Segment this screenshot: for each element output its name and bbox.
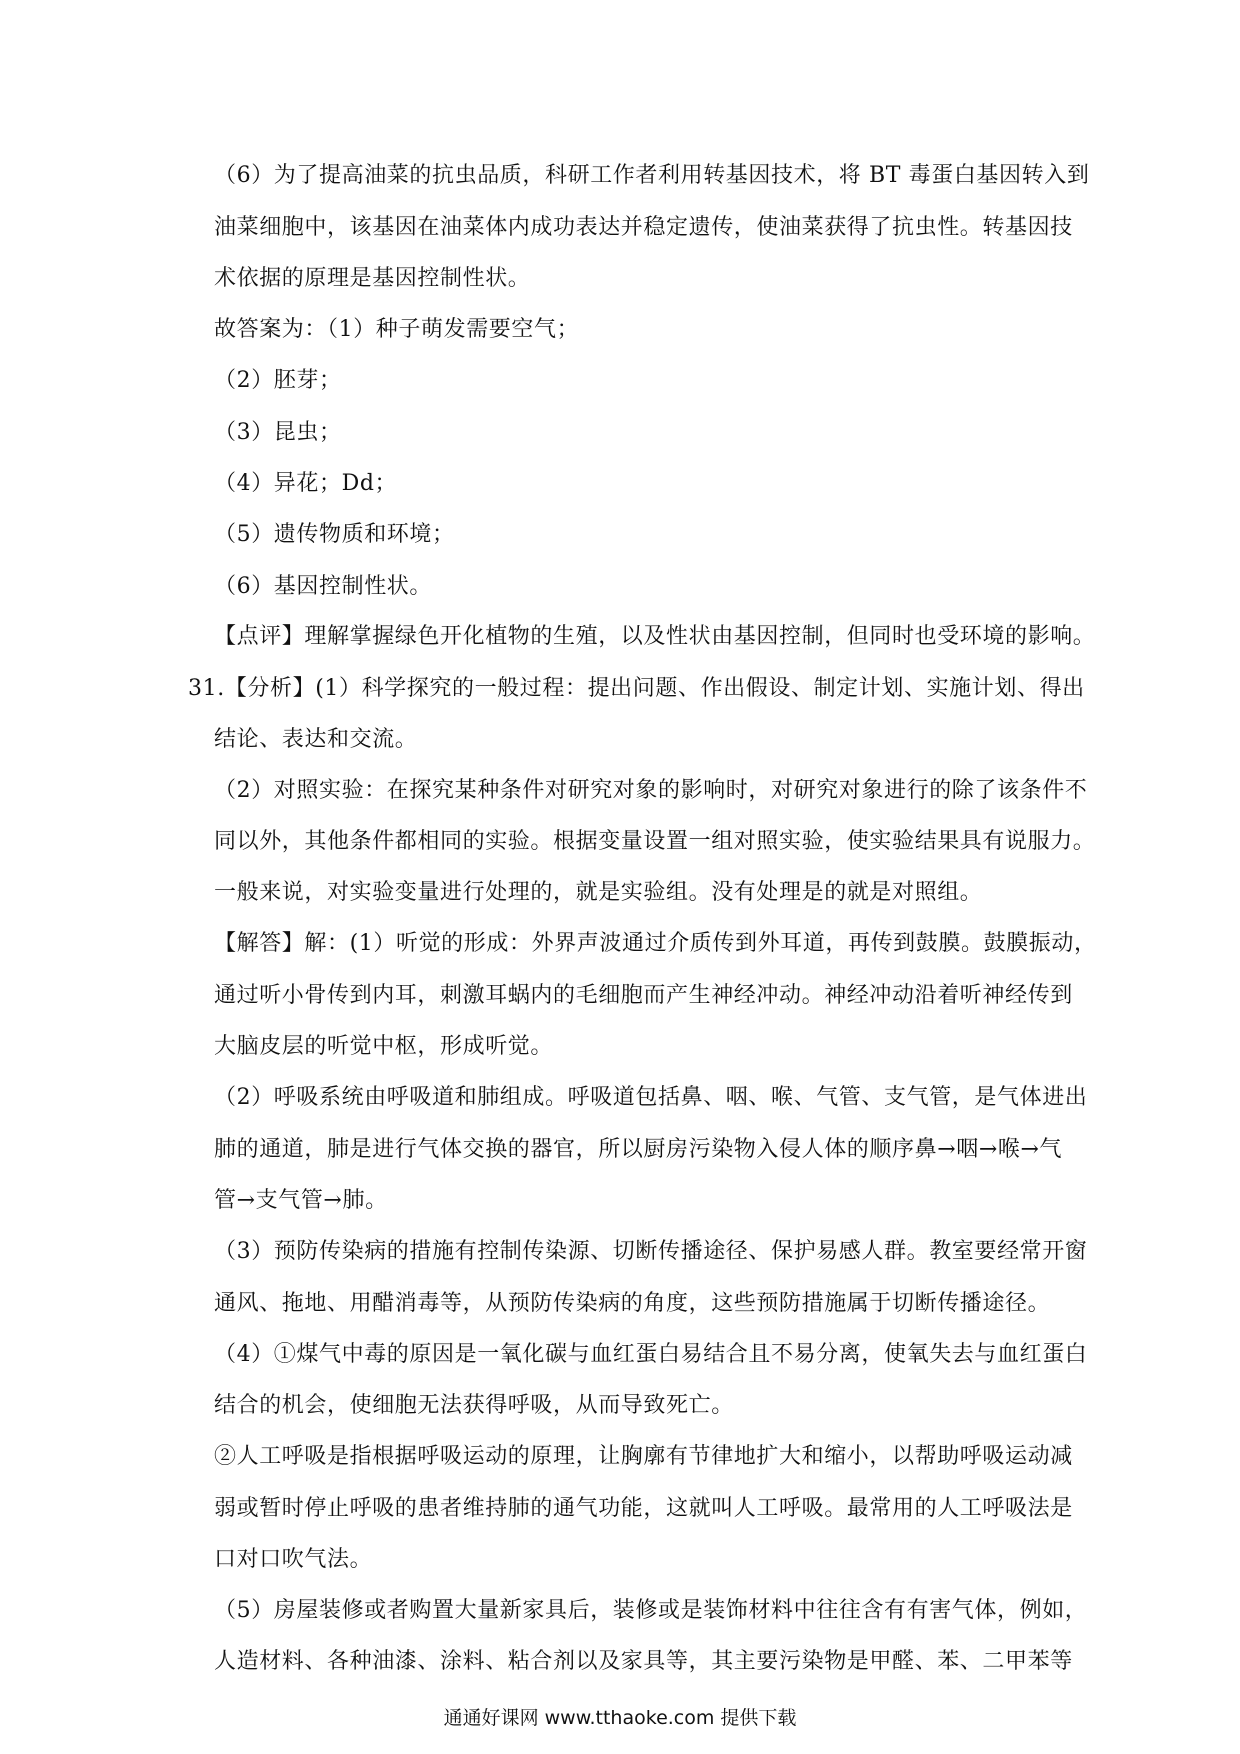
answer-item-6-line-2: 油菜细胞中，该基因在油菜体内成功表达并稳定遗传，使油菜获得了抗虫性。转基因技: [214, 215, 1073, 240]
solution-item-2-line-3: 管→支气管→肺。: [214, 1188, 388, 1213]
solution-item-2-line-1: （2）呼吸系统由呼吸道和肺组成。呼吸道包括鼻、咽、喉、气管、支气管，是气体进出: [214, 1085, 1088, 1110]
answer-summary-item-5: （5）遗传物质和环境；: [214, 522, 455, 547]
answer-summary-item-4: （4）异花；Dd；: [214, 471, 398, 496]
page-footer-credit: 通通好课网 www.tthaoke.com 提供下载: [443, 1707, 797, 1729]
question-31-analysis-line-2: 结论、表达和交流。: [214, 727, 418, 752]
solution-item-4-line-2: 结合的机会，使细胞无法获得呼吸，从而导致死亡。: [214, 1393, 734, 1418]
solution-item-1-line-3: 大脑皮层的听觉中枢，形成听觉。: [214, 1034, 554, 1059]
solution-item-4b-line-2: 弱或暂时停止呼吸的患者维持肺的通气功能，这就叫人工呼吸。最常用的人工呼吸法是: [214, 1496, 1073, 1521]
analysis-item-2-line-2: 同以外，其他条件都相同的实验。根据变量设置一组对照实验，使实验结果具有说服力。: [214, 829, 1096, 854]
solution-item-5-line-2: 人造材料、各种油漆、涂料、粘合剂以及家具等，其主要污染物是甲醛、苯、二甲苯等: [214, 1649, 1073, 1674]
question-31-analysis-line-1: 31.【分析】(1）科学探究的一般过程：提出问题、作出假设、制定计划、实施计划、得出: [188, 676, 1085, 701]
answer-summary-item-3: （3）昆虫；: [214, 420, 342, 445]
solution-item-2-line-2: 肺的通道，肺是进行气体交换的器官，所以厨房污染物入侵人体的顺序鼻→咽→喉→气: [214, 1137, 1063, 1162]
solution-item-3-line-2: 通风、拖地、用醋消毒等，从预防传染病的角度，这些预防措施属于切断传播途径。: [214, 1291, 1051, 1316]
analysis-item-2-line-1: （2）对照实验：在探究某种条件对研究对象的影响时，对研究对象进行的除了该条件不: [214, 778, 1088, 803]
solution-item-1-line-2: 通过听小骨传到内耳，刺激耳蜗内的毛细胞而产生神经冲动。神经冲动沿着听神经传到: [214, 983, 1073, 1008]
solution-item-4b-line-3: 口对口吹气法。: [214, 1547, 373, 1572]
answer-summary-item-6: （6）基因控制性状。: [214, 574, 432, 599]
analysis-item-2-line-3: 一般来说，对实验变量进行处理的，就是实验组。没有处理是的就是对照组。: [214, 880, 983, 905]
review-comment: 【点评】理解掌握绿色开化植物的生殖，以及性状由基因控制，但同时也受环境的影响。: [214, 624, 1096, 649]
answer-item-6-line-1: （6）为了提高油菜的抗虫品质，科研工作者利用转基因技术，将 BT 毒蛋白基因转入到: [214, 163, 1090, 188]
answer-item-6-line-3: 术依据的原理是基因控制性状。: [214, 266, 531, 291]
solution-item-4-line-1: （4）①煤气中毒的原因是一氧化碳与血红蛋白易结合且不易分离，使氧失去与血红蛋白: [214, 1342, 1088, 1367]
solution-item-3-line-1: （3）预防传染病的措施有控制传染源、切断传播途径、保护易感人群。教室要经常开窗: [214, 1239, 1088, 1264]
solution-item-1-line-1: 【解答】解：(1）听觉的形成：外界声波通过介质传到外耳道，再传到鼓膜。鼓膜振动，: [214, 931, 1097, 956]
answer-summary-heading: 故答案为：（1）种子萌发需要空气；: [214, 317, 580, 342]
answer-summary-item-2: （2）胚芽；: [214, 368, 342, 393]
solution-item-5-line-1: （5）房屋装修或者购置大量新家具后，装修或是装饰材料中往往含有有害气体，例如，: [214, 1598, 1088, 1623]
solution-item-4b-line-1: ②人工呼吸是指根据呼吸运动的原理，让胸廓有节律地扩大和缩小，以帮助呼吸运动减: [214, 1444, 1073, 1469]
